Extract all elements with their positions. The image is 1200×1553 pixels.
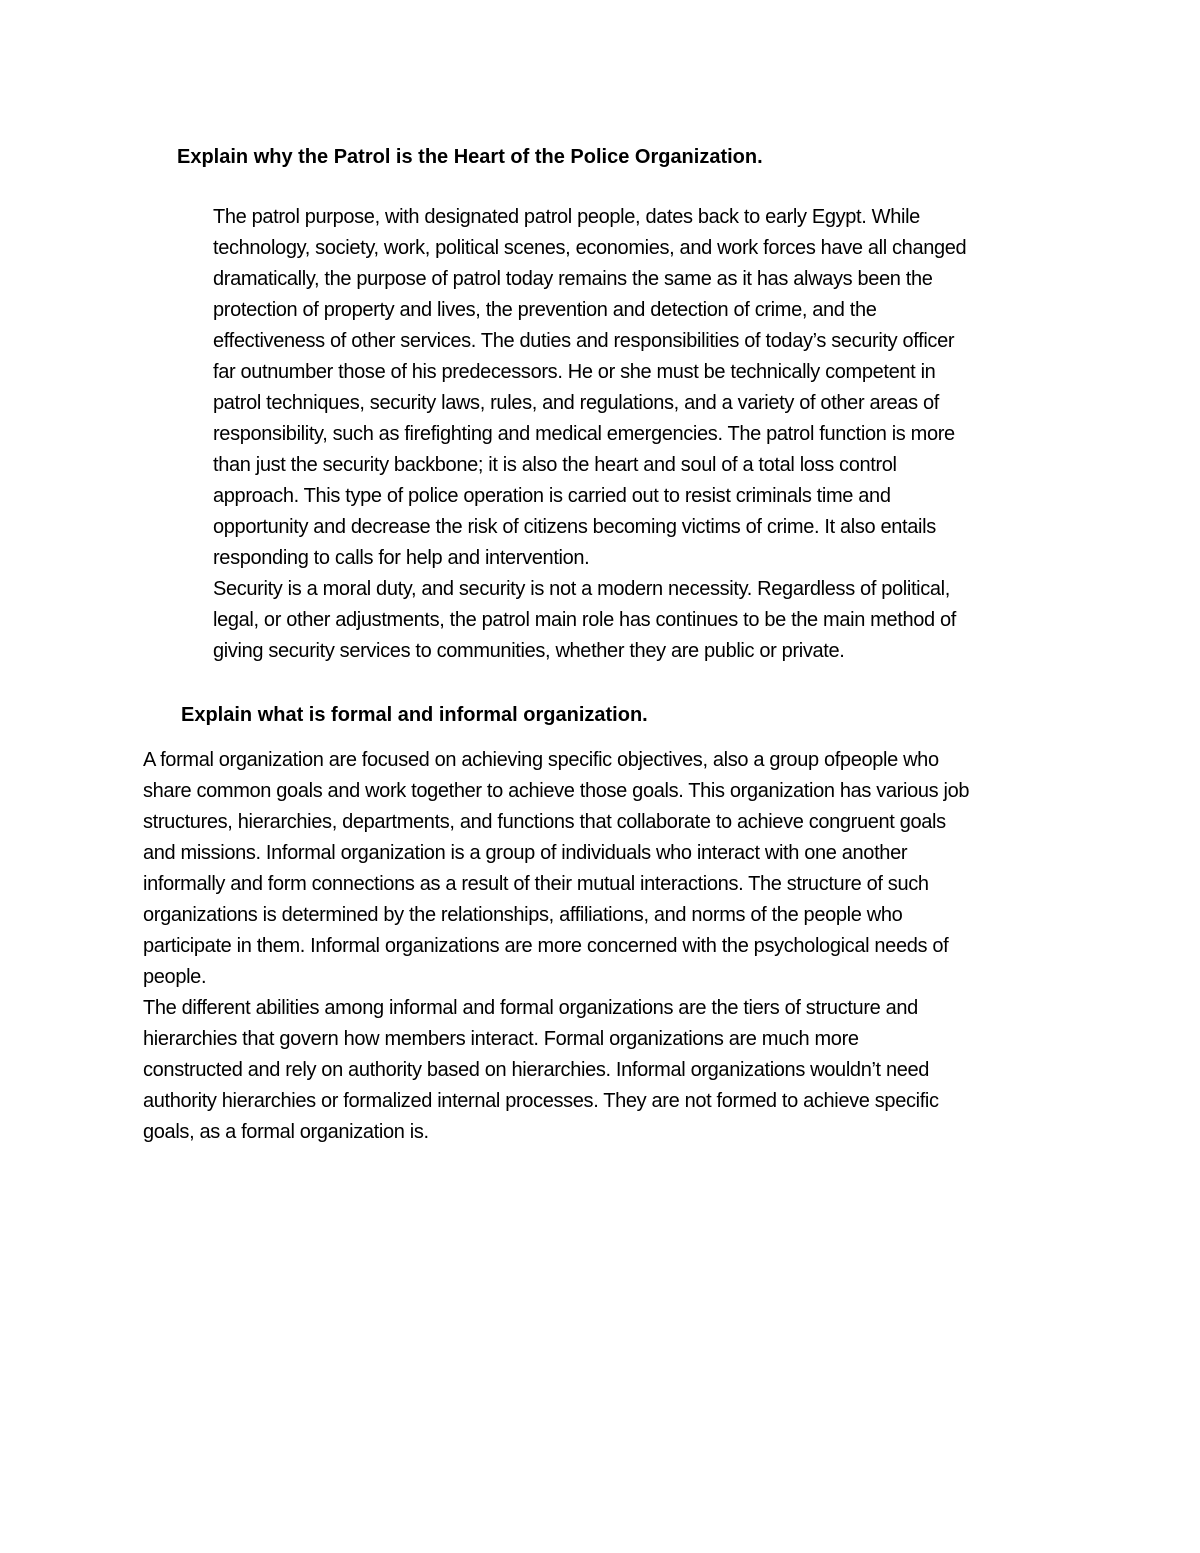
section-body-organization: A formal organization are focused on achieving specific objectives, also a group ofpeople who share common goals and work together to achieve those goals. This organization has various job structures, hierarchies, departments, and functions that collaborate to achieve congruent goals and missions. Informal organization is a group of individuals who interact with one another informally and form connections as a result of their mutual interactions. The structure of such organizations is determined by the relationships, affiliations, and norms of the people who participate in them. Informal organizations are more concerned with the psychological needs of people. The different abilities among informal and formal organizations are the tiers of structure and hierarchies that govern how members interact. Formal organizations are much more constructed and rely on authority based on hierarchies. Informal organizations wouldn’t need authority hierarchies or formalized internal processes. They are not formed to achieve specific goals, as a formal organization is.: [143, 749, 970, 1143]
section-heading-patrol: Explain why the Patrol is the Heart of the Police Organization.: [177, 146, 763, 168]
section-heading-organization: Explain what is formal and informal organization.: [181, 704, 648, 726]
section-body-patrol: The patrol purpose, with designated patrol people, dates back to early Egypt. While technology, society, work, political scenes, economies, and work forces have all changed dramatically, the purpose of patrol today remains the same as it has always been the protection of property and lives, the prevention and detection of crime, and the effectiveness of other services. The duties and responsibilities of today’s security officer far outnumber those of his predecessors. He or she must be technically competent in patrol techniques, security laws, rules, and regulations, and a variety of other areas of responsibility, such as firefighting and medical emergencies. The patrol function is more than just the security backbone; it is also the heart and soul of a total loss control approach. This type of police operation is carried out to resist criminals time and opportunity and decrease the risk of citizens becoming victims of crime. It also entails responding to calls for help and intervention. Security is a moral duty, and security is not a modern necessity. Regardless of political, legal, or other adjustments, the patrol main role has continues to be the main method of giving security services to communities, whether they are public or private.: [213, 206, 967, 662]
